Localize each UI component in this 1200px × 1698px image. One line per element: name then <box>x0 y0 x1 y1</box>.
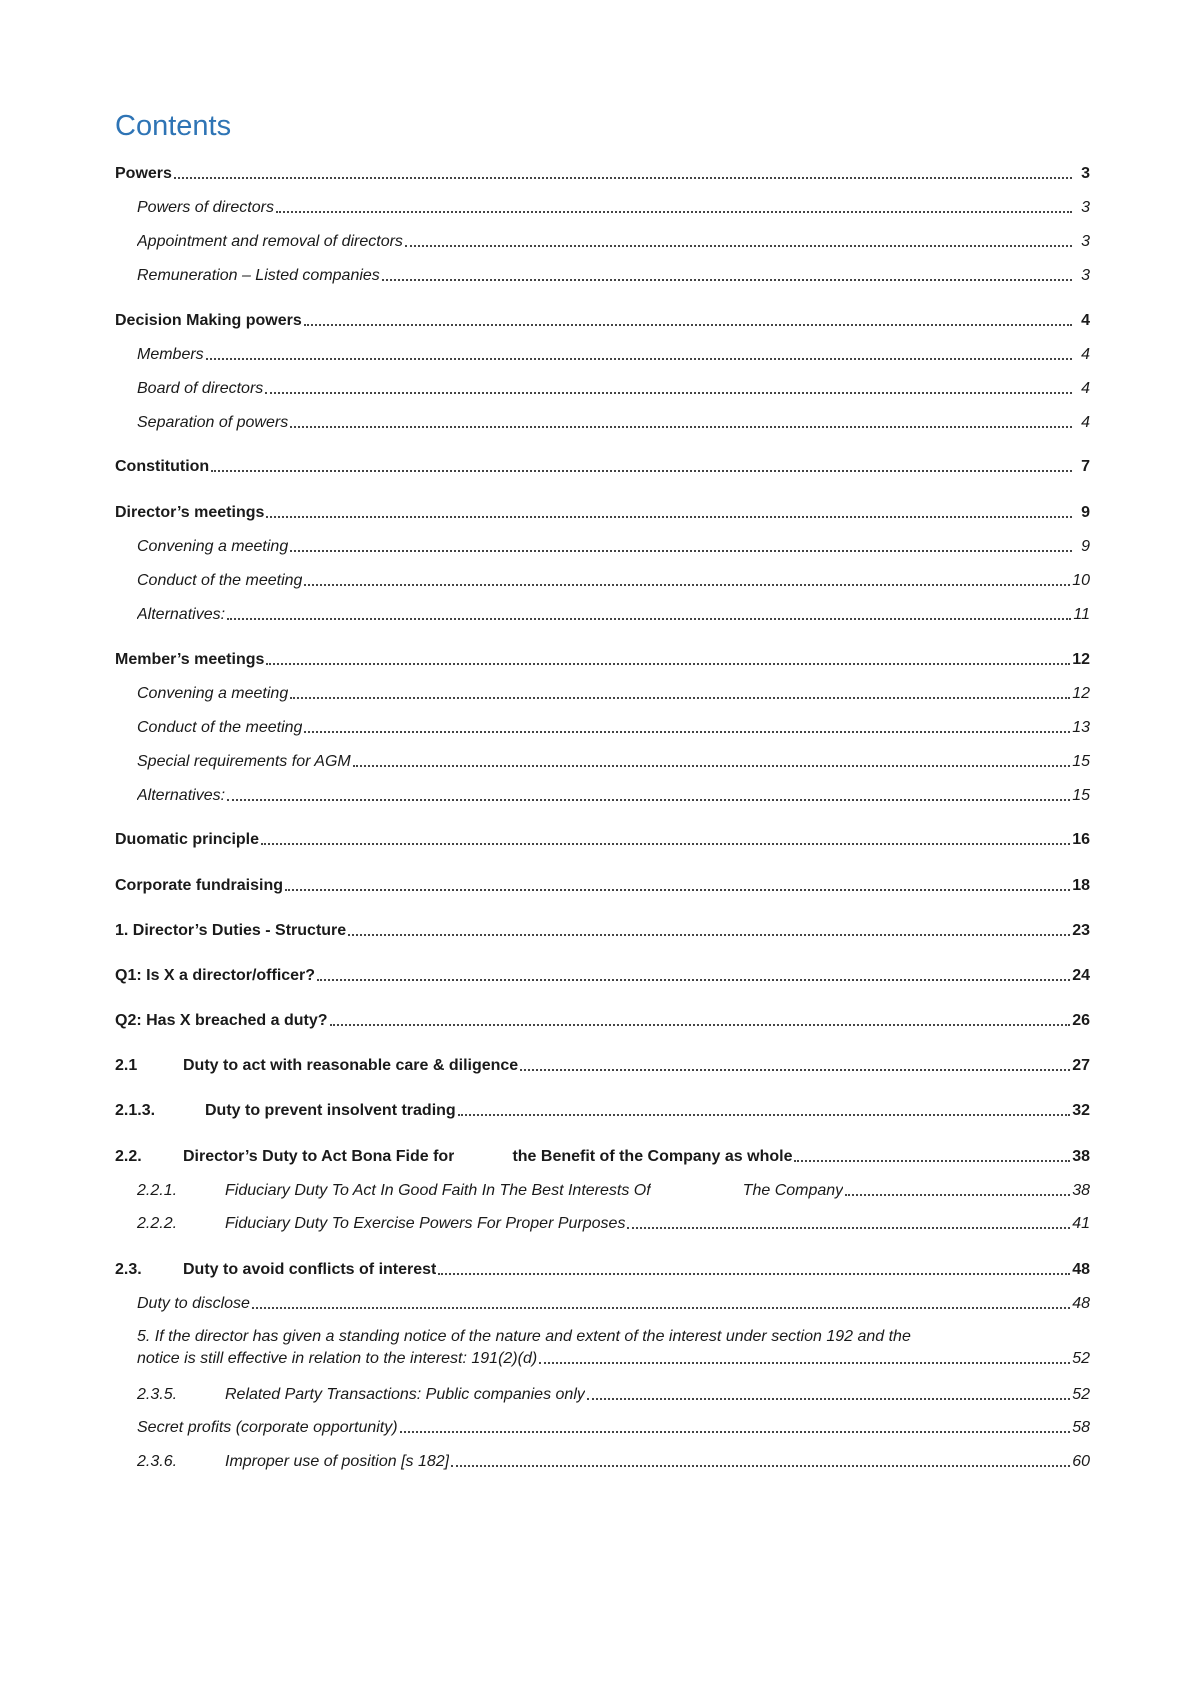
toc-entry[interactable] <box>115 231 1090 253</box>
toc-entry[interactable] <box>115 412 1090 434</box>
toc-entry-page: 15 <box>1072 753 1090 770</box>
toc-entry[interactable] <box>115 785 1090 807</box>
toc-entry[interactable] <box>115 197 1090 219</box>
dot-leader <box>520 1069 1070 1071</box>
toc-entry[interactable] <box>115 1213 1090 1235</box>
toc-entry-page: 48 <box>1072 1261 1090 1278</box>
toc-entry-page: 41 <box>1072 1215 1090 1232</box>
toc-entry-text: Convening a meeting <box>137 685 289 702</box>
toc-entry[interactable] <box>115 1417 1090 1439</box>
toc-entry-text: Powers <box>115 165 172 182</box>
toc-entry[interactable] <box>115 1100 1090 1122</box>
dot-leader <box>290 697 1070 699</box>
toc-entry-text: Duty to act with reasonable care & diligence <box>183 1057 519 1074</box>
toc-entry[interactable] <box>115 875 1090 897</box>
dot-leader <box>265 392 1072 394</box>
dot-leader <box>400 1431 1071 1433</box>
toc-entry-number: 2.3.5. <box>137 1386 178 1403</box>
toc-entry-text: Alternatives: <box>137 787 226 804</box>
dot-leader <box>794 1160 1070 1162</box>
toc-entry[interactable] <box>115 1451 1090 1473</box>
toc-entry-text-continued: the Benefit of the Company as whole <box>512 1148 793 1165</box>
toc-entry[interactable] <box>115 920 1090 942</box>
toc-entry-page: 48 <box>1072 1295 1090 1312</box>
dot-leader <box>353 765 1070 767</box>
toc-entry[interactable] <box>115 751 1090 773</box>
toc-entry-text: Director’s Duty to Act Bona Fide for <box>183 1148 455 1165</box>
toc-entry-page: 9 <box>1081 538 1090 555</box>
toc-entry-page: 10 <box>1072 572 1090 589</box>
toc-entry-number: 2.1 <box>115 1057 138 1074</box>
toc-entry-text: Duty to disclose <box>137 1295 250 1312</box>
toc-entry-number: 2.2.1. <box>137 1182 178 1199</box>
toc-entry-text: Separation of powers <box>137 414 289 431</box>
toc-entry-page: 3 <box>1081 165 1090 182</box>
toc-entry-page: 24 <box>1072 967 1090 984</box>
toc-entry-text: Decision Making powers <box>115 312 302 329</box>
toc-entry-text: Constitution <box>115 458 210 475</box>
toc-entry-page: 38 <box>1072 1148 1090 1165</box>
dot-leader <box>405 245 1072 247</box>
toc-entry[interactable] <box>115 683 1090 705</box>
toc-entry-page: 23 <box>1072 922 1090 939</box>
toc-entry-number: 2.1.3. <box>115 1102 156 1119</box>
toc-entry-page: 16 <box>1072 831 1090 848</box>
dot-leader <box>266 663 1070 665</box>
dot-leader <box>317 979 1070 981</box>
toc-entry-page: 3 <box>1081 233 1090 250</box>
dot-leader <box>627 1227 1070 1229</box>
dot-leader <box>276 211 1072 213</box>
toc-entry-text: Improper use of position [s 182] <box>225 1453 450 1470</box>
toc-entry-text: Remuneration – Listed companies <box>137 267 380 284</box>
toc-entry-text: Related Party Transactions: Public companies only <box>225 1386 585 1403</box>
dot-leader <box>348 934 1070 936</box>
toc-entry-page: 27 <box>1072 1057 1090 1074</box>
dot-leader <box>174 177 1072 179</box>
toc-entry-text: Fiduciary Duty To Exercise Powers For Proper Purposes <box>225 1215 626 1232</box>
dot-leader <box>290 550 1072 552</box>
toc-entry-text: Duty to prevent insolvent trading <box>205 1102 456 1119</box>
dot-leader <box>382 279 1072 281</box>
toc-entry-text: Director’s meetings <box>115 504 265 521</box>
dot-leader <box>330 1024 1071 1026</box>
toc-entry[interactable] <box>115 163 1090 185</box>
toc-entry-page: 15 <box>1072 787 1090 804</box>
toc-entry-number: 2.2. <box>115 1148 142 1165</box>
toc-entry-text-continued: notice is still effective in relation to the interest: 191(2)(d) <box>137 1350 538 1367</box>
toc-entry-text: Conduct of the meeting <box>137 572 303 589</box>
toc-heading: Contents <box>115 110 232 142</box>
dot-leader <box>227 799 1070 801</box>
toc-entry-page: 3 <box>1081 267 1090 284</box>
toc-entry[interactable] <box>115 965 1090 987</box>
toc-entry-page: 38 <box>1072 1182 1090 1199</box>
dot-leader <box>451 1465 1070 1467</box>
toc-entry-page: 3 <box>1081 199 1090 216</box>
dot-leader <box>266 516 1072 518</box>
toc-entry[interactable] <box>115 378 1090 400</box>
toc-entry[interactable] <box>115 1010 1090 1032</box>
toc-entry-page: 18 <box>1072 877 1090 894</box>
toc-entry-text: Appointment and removal of directors <box>137 233 403 250</box>
toc-entry-text: Convening a meeting <box>137 538 289 555</box>
dot-leader <box>458 1114 1071 1116</box>
toc-entry-text: Corporate fundraising <box>115 877 284 894</box>
toc-entry-page: 32 <box>1072 1102 1090 1119</box>
toc-entry-text: 5. If the director has given a standing notice of the nature and extent of the interest under section 192 and the <box>137 1328 911 1345</box>
toc-entry-page: 4 <box>1081 380 1090 397</box>
toc-entry-text: Members <box>137 346 204 363</box>
dot-leader <box>304 584 1070 586</box>
dot-leader <box>211 470 1072 472</box>
toc-entry[interactable] <box>115 1326 1090 1374</box>
toc-entry-text: Q1: Is X a director/officer? <box>115 967 316 984</box>
toc-entry[interactable] <box>115 1293 1090 1315</box>
toc-entry-text: Board of directors <box>137 380 264 397</box>
toc-entry[interactable] <box>115 502 1090 524</box>
dot-leader <box>206 358 1072 360</box>
toc-entry-text: Q2: Has X breached a duty? <box>115 1012 328 1029</box>
toc-entry-page: 11 <box>1073 606 1090 623</box>
dot-leader <box>290 426 1072 428</box>
toc-entry-number: 2.3. <box>115 1261 142 1278</box>
dot-leader <box>587 1398 1070 1400</box>
dot-leader <box>304 324 1072 326</box>
toc-entry[interactable] <box>115 829 1090 851</box>
dot-leader <box>227 618 1071 620</box>
toc-entry-number: 2.2.2. <box>137 1215 178 1232</box>
toc-entry[interactable] <box>115 604 1090 626</box>
toc-entry-page: 12 <box>1072 651 1090 668</box>
toc-entry-text: 1. Director’s Duties - Structure <box>115 922 347 939</box>
toc-entry-text: Secret profits (corporate opportunity) <box>137 1419 398 1436</box>
toc-entry[interactable] <box>115 1259 1090 1281</box>
toc-entry-text: Duty to avoid conflicts of interest <box>183 1261 437 1278</box>
toc-entry-text-continued: The Company <box>742 1182 844 1199</box>
toc-entry-text: Duomatic principle <box>115 831 260 848</box>
toc-entry-page: 4 <box>1081 312 1090 329</box>
toc-entry[interactable] <box>115 1180 1090 1202</box>
toc-entry-page: 52 <box>1072 1386 1090 1403</box>
toc-entry-text: Special requirements for AGM <box>137 753 351 770</box>
toc-entry[interactable] <box>115 1146 1090 1168</box>
toc-entry[interactable] <box>115 456 1090 478</box>
toc-entry[interactable] <box>115 649 1090 671</box>
toc-entry-page: 58 <box>1072 1419 1090 1436</box>
toc-entry-page: 9 <box>1081 504 1090 521</box>
toc-entry-page: 52 <box>1072 1350 1090 1367</box>
toc-entry-page: 13 <box>1072 719 1090 736</box>
toc-entry[interactable] <box>115 1055 1090 1077</box>
toc-entry-page: 4 <box>1081 346 1090 363</box>
toc-entry-page: 12 <box>1072 685 1090 702</box>
toc-entry[interactable] <box>115 536 1090 558</box>
dot-leader <box>539 1362 1070 1364</box>
toc-entry[interactable] <box>115 344 1090 366</box>
toc-entry-page: 60 <box>1072 1453 1090 1470</box>
toc-entry-text: Fiduciary Duty To Act In Good Faith In The Best Interests Of <box>225 1182 651 1199</box>
toc-entry-text: Member’s meetings <box>115 651 265 668</box>
dot-leader <box>845 1194 1070 1196</box>
toc-entry-number: 2.3.6. <box>137 1453 178 1470</box>
toc-entry-text: Conduct of the meeting <box>137 719 303 736</box>
toc-entry[interactable] <box>115 310 1090 332</box>
dot-leader <box>261 843 1070 845</box>
dot-leader <box>304 731 1070 733</box>
toc-entry[interactable] <box>115 570 1090 592</box>
toc-entry[interactable] <box>115 1384 1090 1406</box>
toc-entry-page: 26 <box>1072 1012 1090 1029</box>
toc-entry-page: 4 <box>1081 414 1090 431</box>
toc-entry[interactable] <box>115 265 1090 287</box>
toc-entry-text: Alternatives: <box>137 606 226 623</box>
dot-leader <box>285 889 1070 891</box>
dot-leader <box>252 1307 1070 1309</box>
toc-entry-text: Powers of directors <box>137 199 274 216</box>
dot-leader <box>438 1273 1070 1275</box>
toc-entry-page: 7 <box>1081 458 1090 475</box>
toc-entry[interactable] <box>115 717 1090 739</box>
